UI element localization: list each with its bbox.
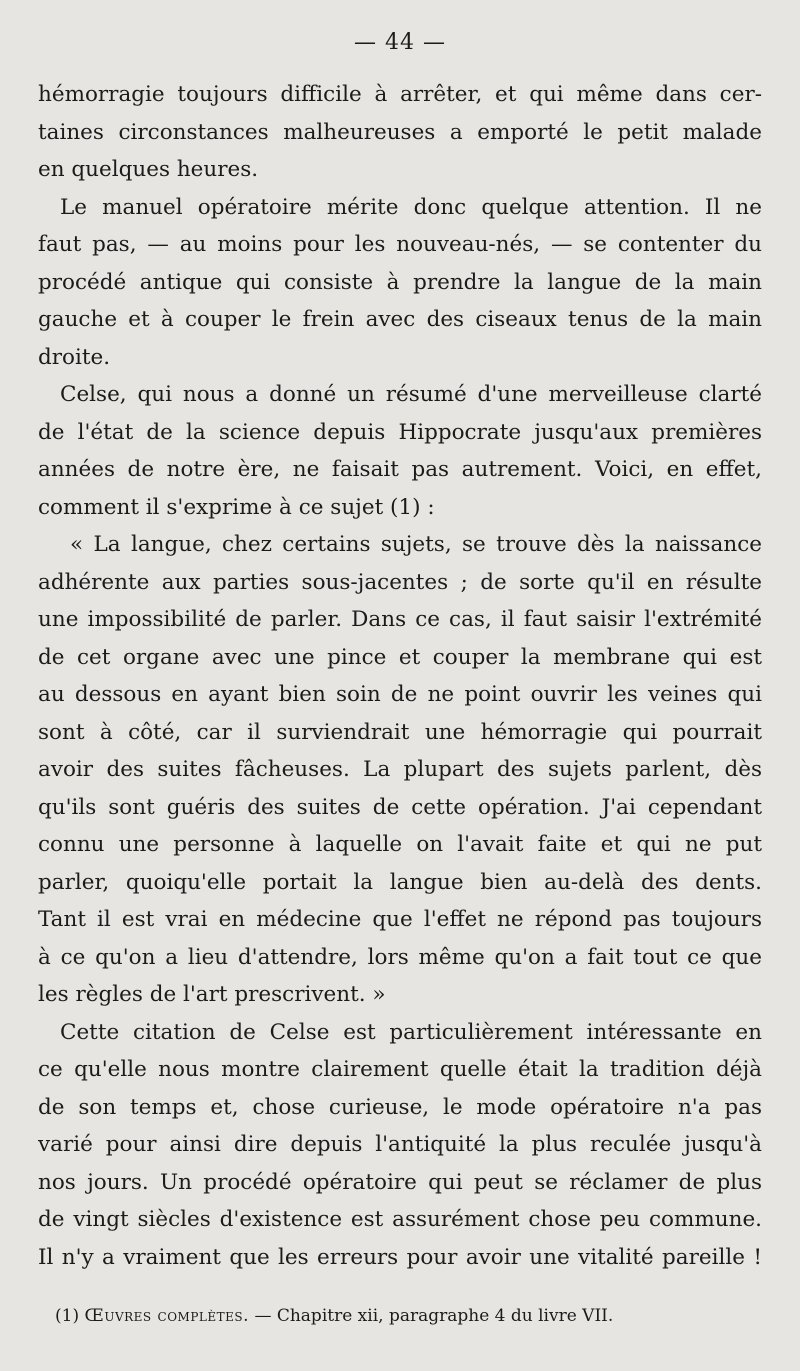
text-line: Le manuel opératoire mérite donc quelque attention. Il ne [60, 194, 762, 220]
text-line: de son temps et, chose curieuse, le mode opératoire n'a pas [38, 1094, 762, 1120]
text-line: connu une personne à laquelle on l'avait faite et qui ne put [38, 832, 762, 857]
text-line: qu'ils sont guéris des suites de cette opération. J'ai cependant [38, 794, 762, 820]
footnote-work-title: Œuvres complètes. [84, 1306, 250, 1326]
text-line: de vingt siècles d'existence est assurément chose peu commune. [38, 1207, 762, 1232]
text-line: parler, quoiqu'elle portait la langue bien au-delà des dents. [38, 869, 762, 895]
text-line: années de notre ère, ne faisait pas autrement. Voici, en effet, [38, 457, 762, 482]
text-line: Tant il est vrai en médecine que l'effet ne répond pas toujours [38, 907, 762, 932]
text-line: comment il s'exprime à ce sujet (1) : [38, 494, 435, 520]
text-line: Celse, qui nous a donné un résumé d'une merveilleuse clarté [60, 382, 762, 407]
text-line: de cet organe avec une pince et couper la membrane qui est [38, 644, 762, 670]
footnote-marker: (1) [55, 1306, 80, 1326]
text-line: avoir des suites fâcheuses. La plupart des sujets parlent, dès [38, 757, 762, 782]
text-line: sont à côté, car il surviendrait une hémorragie qui pourrait [38, 719, 762, 745]
text-line: en quelques heures. [38, 157, 259, 182]
footnote [55, 1306, 755, 1326]
text-line: à ce qu'on a lieu d'attendre, lors même qu'on a fait tout ce que [38, 944, 762, 970]
text-line: adhérente aux parties sous-jacentes ; de sorte qu'il en résulte [38, 569, 762, 595]
text-line: ce qu'elle nous montre clairement quelle était la tradition déjà [38, 1057, 762, 1082]
text-line: droite. [38, 344, 111, 370]
text-line: une impossibilité de parler. Dans ce cas, il faut saisir l'extrémité [38, 607, 762, 632]
text-line: les règles de l'art prescrivent. » [38, 982, 386, 1007]
page-number: — 44 — [354, 30, 446, 55]
text-line: gauche et à couper le frein avec des ciseaux tenus de la main [38, 307, 762, 332]
text-line: au dessous en ayant bien soin de ne point ouvrir les veines qui [38, 682, 762, 707]
text-line: « La langue, chez certains sujets, se trouve dès la naissance [70, 532, 762, 557]
text-line: Cette citation de Celse est particulièrement intéressante en [60, 1019, 762, 1045]
footnote-text: — Chapitre xii, paragraphe 4 du livre VII. [254, 1306, 614, 1326]
text-line: Il n'y a vraiment que les erreurs pour avoir une vitalité pareille ! [38, 1244, 762, 1270]
text-line: faut pas, — au moins pour les nouveau-nés, — se contenter du [38, 232, 762, 257]
text-line: procédé antique qui consiste à prendre la langue de la main [38, 269, 762, 295]
text-line: de l'état de la science depuis Hippocrate jusqu'aux premières [38, 419, 762, 445]
body-text [38, 76, 762, 1276]
text-line: taines circonstances malheureuses a emporté le petit malade [38, 119, 762, 145]
text-line: varié pour ainsi dire depuis l'antiquité la plus reculée jusqu'à [38, 1132, 762, 1157]
text-line: hémorragie toujours difficile à arrêter, et qui même dans cer- [38, 82, 762, 107]
text-line: nos jours. Un procédé opératoire qui peut se réclamer de plus [38, 1169, 762, 1195]
